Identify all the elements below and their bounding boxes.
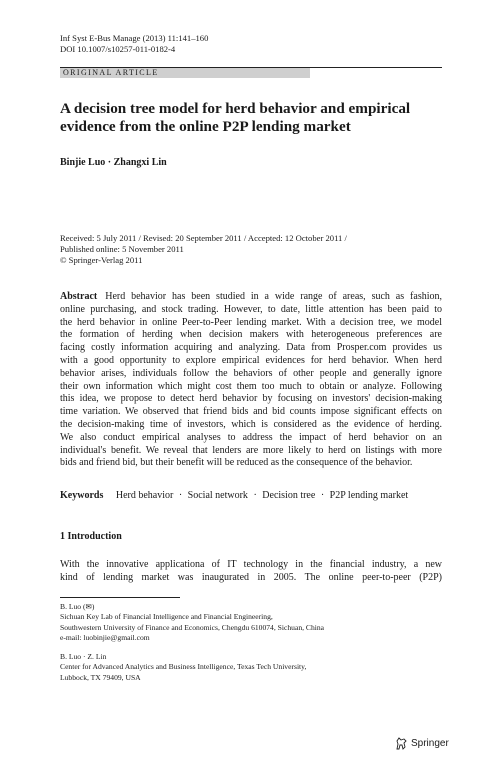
keywords-label: Keywords	[60, 490, 104, 501]
abstract-line: the formation of herding when decision makers with heterogeneous preferences are	[60, 329, 442, 341]
abstract-line: We also conduct empirical analyses to address the impact of herd behavior on an	[60, 431, 442, 443]
title-line: evidence from the online P2P lending market	[60, 118, 351, 135]
affiliation-line: Center for Advanced Analytics and Business Intelligence, Texas Tech University,	[60, 662, 307, 672]
abstract-text: Herd behavior has been studied in a wide range of areas, such as fashion,	[105, 291, 442, 302]
abstract-line	[60, 291, 442, 304]
affiliation-line: Sichuan Key Lab of Financial Intelligence and Financial Engineering,	[60, 612, 273, 622]
journal-citation	[60, 33, 208, 55]
article-title	[60, 100, 442, 136]
abstract-line: bids and friend bid, but their benefit will be reduced as the consequence of the behavior.	[60, 457, 413, 469]
doi: DOI 10.1007/s10257-011-0182-4	[60, 44, 176, 54]
title-line: A decision tree model for herd behavior and empirical	[60, 100, 411, 117]
keywords	[60, 489, 442, 502]
keyword-separator: ·	[178, 490, 183, 501]
abstract-line: individual's benefit. We reveal that lenders are more likely to herd on listings with more	[60, 444, 442, 456]
abstract-line: the decision-making time of investors, which is considered as the evidence of herding.	[60, 418, 442, 430]
affiliation-line: Southwestern University of Finance and Economics, Chengdu 610074, Sichuan, China	[60, 622, 325, 632]
keyword: Herd behavior	[115, 490, 174, 501]
section-heading: 1 Introduction	[60, 531, 122, 542]
abstract-line: time variation. We observed that friend bids and bid counts impose significant effects on	[60, 406, 442, 418]
abstract-line: with a good opportunity to explore empirical evidences for herd behavior. When herd	[60, 354, 442, 366]
keyword: Decision tree	[262, 490, 316, 501]
intro-line: With the innovative applicationa of IT technology in the financial industry, a new	[60, 559, 442, 570]
affiliation-line: Lubbock, TX 79409, USA	[60, 672, 141, 682]
author-name: Zhangxi Lin	[113, 157, 167, 168]
dates-line: Received: 5 July 2011 / Revised: 20 September 2011 / Accepted: 12 October 2011 /	[60, 233, 347, 243]
publisher-name: Springer	[411, 738, 449, 749]
section-band	[60, 68, 310, 78]
section-label: ORIGINAL ARTICLE	[63, 68, 159, 77]
abstract-line: this idea, we propose to detect herd behavior by focusing on investors' decision-making	[60, 393, 442, 405]
abstract-label: Abstract	[60, 291, 98, 302]
abstract-line: online purchasing, and stock trading. However, to date, little attention has been paid to	[60, 303, 442, 315]
author-name: Binjie Luo	[60, 157, 106, 168]
introduction-text	[60, 558, 442, 584]
journal-volume: Inf Syst E-Bus Manage (2013) 11:141–160	[60, 33, 209, 43]
abstract-line: behavior arises, individuals follow the behaviors of other people and generally ignore	[60, 367, 442, 379]
keyword-separator: ·	[253, 490, 257, 501]
dates-line: Published online: 5 November 2011	[60, 244, 184, 254]
affiliation-line: B. Luo (✉)	[60, 602, 95, 611]
author-list	[60, 157, 167, 168]
email-line: e-mail: luobinjie@gmail.com	[60, 633, 150, 643]
keyword: P2P lending market	[329, 490, 409, 501]
publisher-logo	[395, 737, 449, 750]
publication-dates	[60, 233, 442, 266]
keyword: Social network	[187, 490, 248, 501]
author-separator: ·	[107, 157, 112, 168]
abstract-line: the herd behavior in online Peer-to-Peer lending market. With a decision tree, we model	[60, 316, 442, 328]
article-page	[60, 0, 442, 759]
affiliation-block	[60, 602, 442, 644]
abstract	[60, 291, 442, 470]
keyword-separator: ·	[320, 490, 325, 501]
affiliation-block	[60, 652, 442, 683]
footnote-rule	[60, 597, 180, 598]
abstract-line: facing costly information acquiring and analyzing. Data from Prosper.com provides us	[60, 342, 442, 354]
intro-line: kind of lending market was inaugurated in 2005. The online peer-to-peer (P2P)	[60, 572, 442, 583]
affiliation-line: B. Luo · Z. Lin	[60, 652, 107, 661]
springer-horse-icon	[395, 737, 408, 750]
abstract-line: their own information which might cost them too much to obtain or analyze. Following	[60, 380, 442, 392]
copyright-line: © Springer-Verlag 2011	[60, 255, 143, 265]
